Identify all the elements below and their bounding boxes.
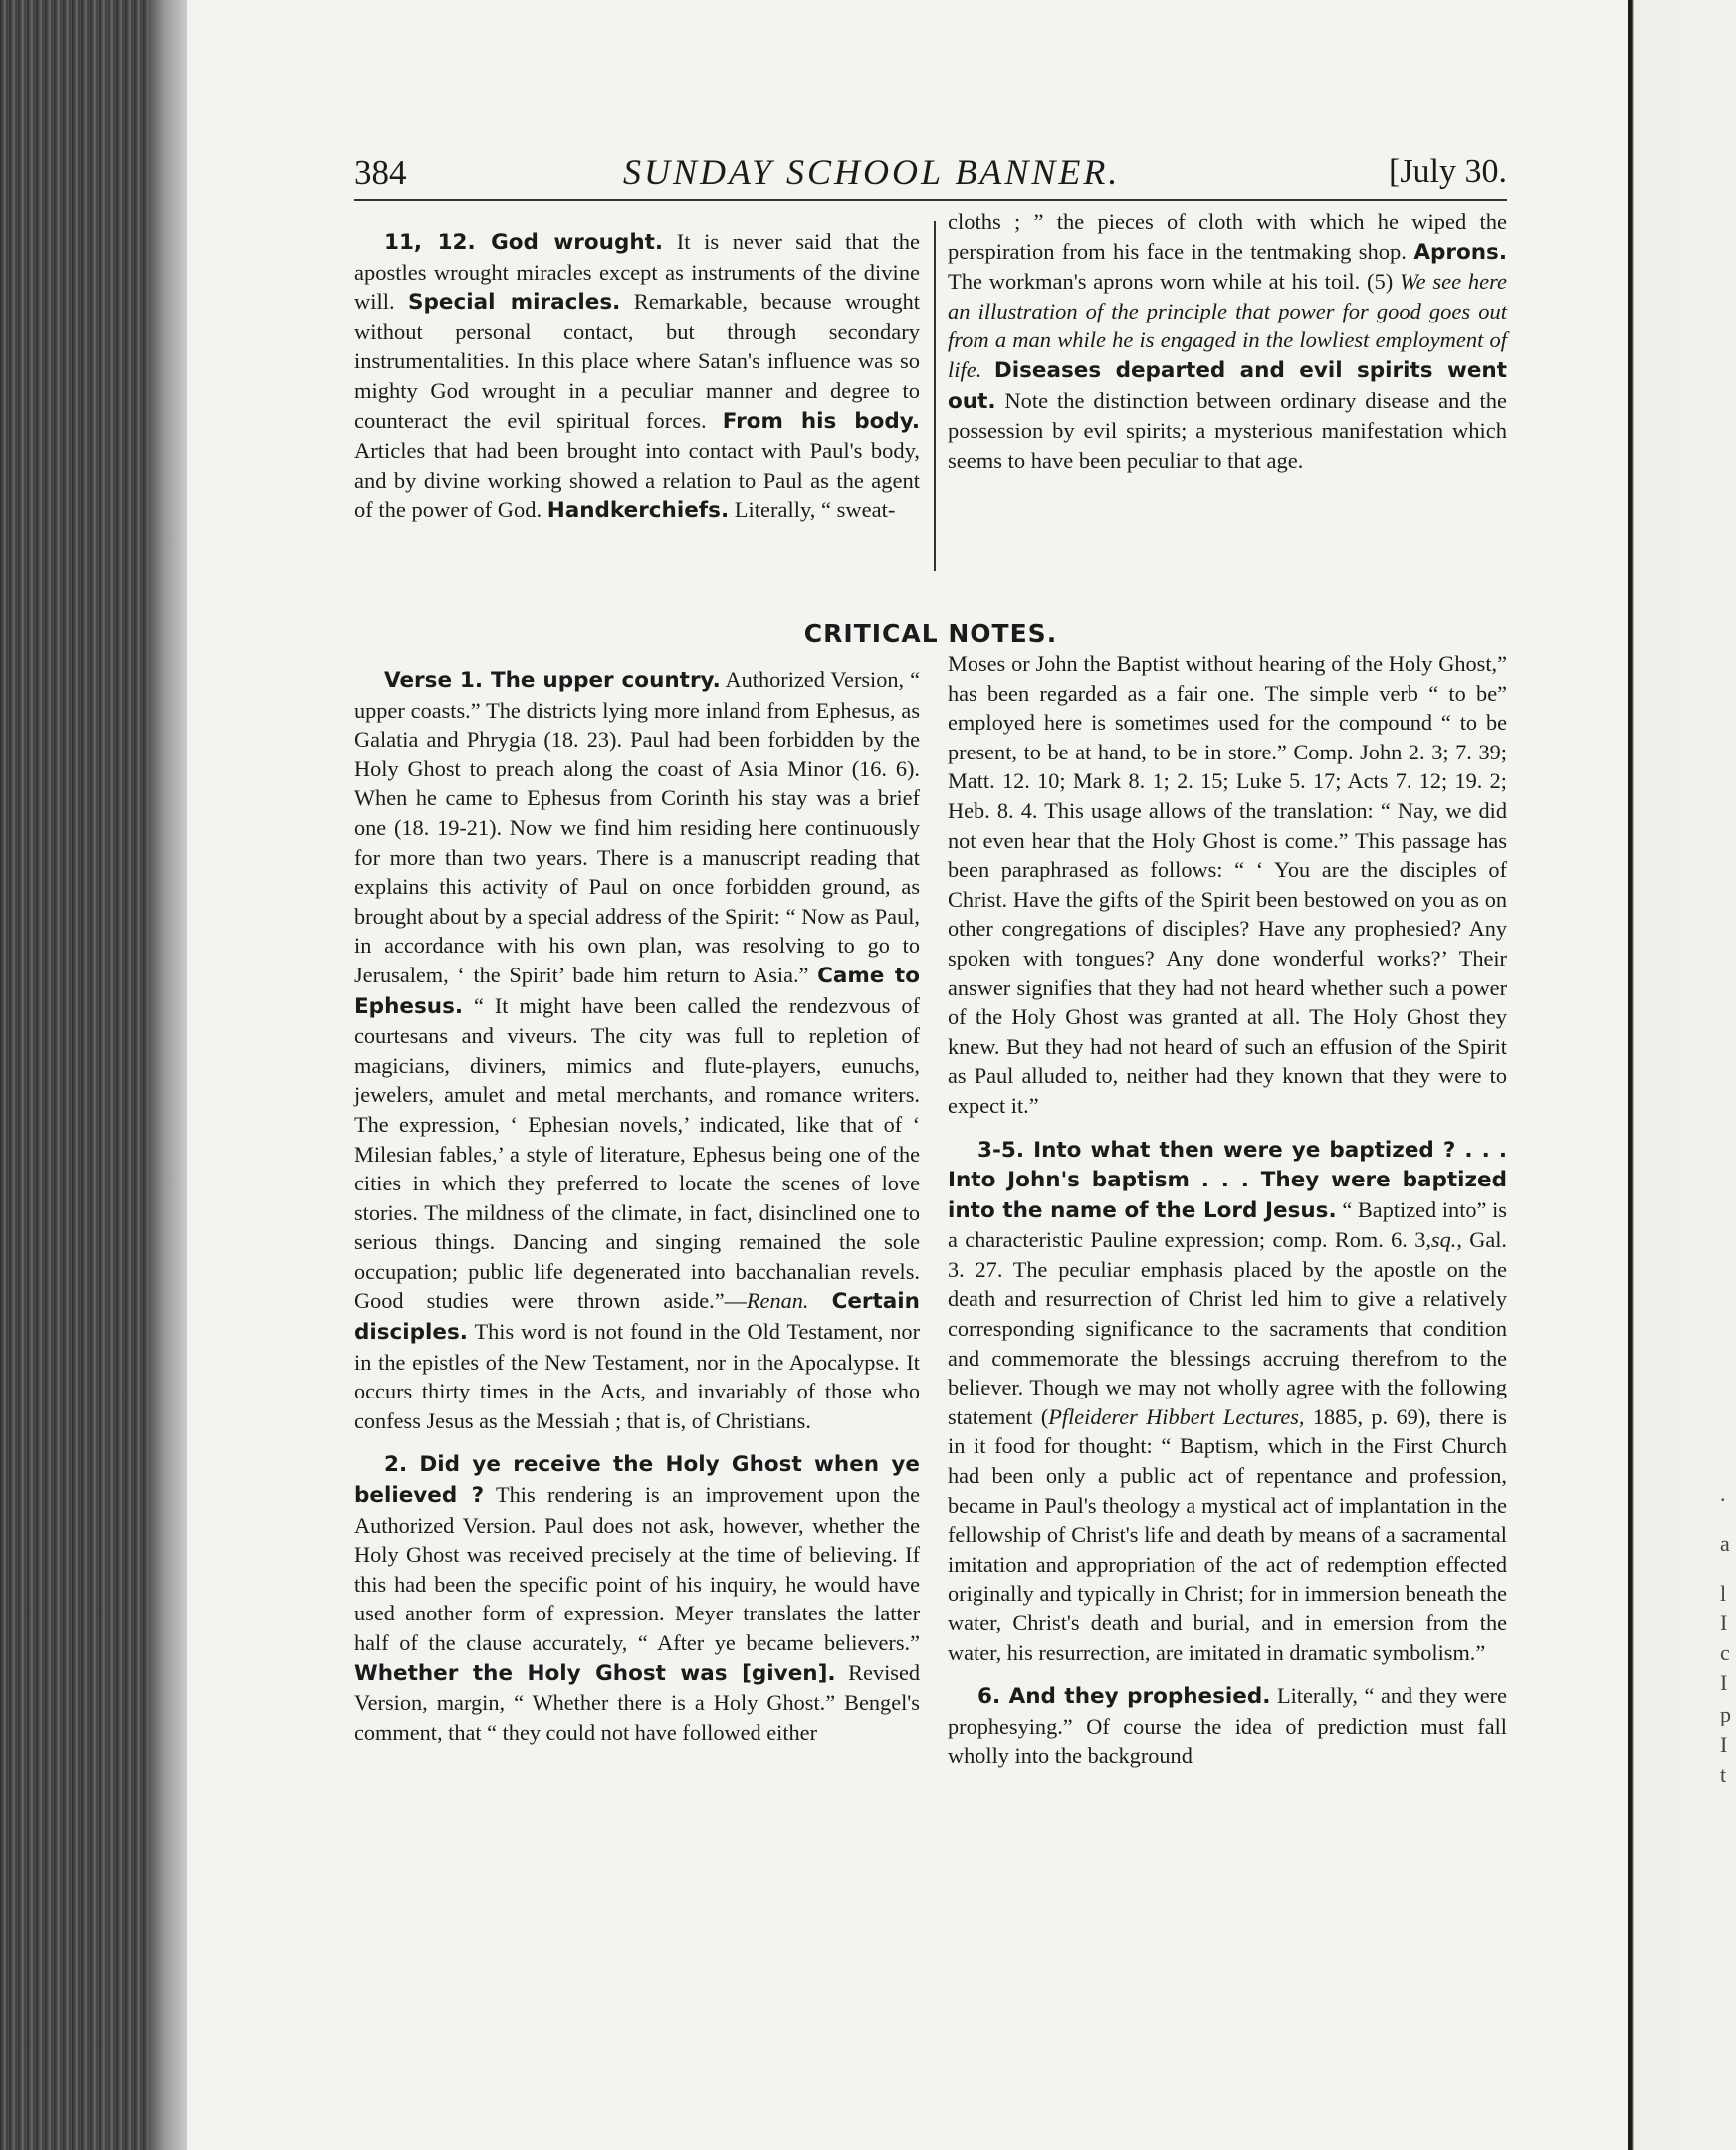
page-number: 384 — [354, 153, 407, 192]
citation: Pfleiderer Hibbert Lectures, — [1048, 1403, 1305, 1429]
note-heading: Certain disciples. — [354, 1289, 920, 1346]
column-rule — [934, 221, 936, 571]
note-heading: 3-5. Into what then were ye baptized ? . . . Into John's baptism . . . They were baptized into the name of the Lord Jesus. — [948, 1137, 1507, 1223]
note-heading: Handkerchiefs. — [546, 498, 730, 524]
note-paragraph: 6. And they prophesied. Literally, “ and they were prophesying.” Of course the idea of prediction must fall wholly into the background — [948, 1683, 1507, 1769]
note-heading: From his body. — [722, 408, 921, 434]
page-stack-edge — [149, 0, 189, 2150]
facing-page-edge: . a l I c I p I t — [1628, 0, 1736, 2150]
note-paragraph: Verse 1. The upper country. Authorized Version, “ upper coasts.” The districts lying more inland from Ephesus, as Galatia and Phrygia (18. 23). Paul had been forbidden by the Holy Ghost to preach along the coast of Asia Minor (16. 6). When he came to Ephesus from Corinth his stay was a brief one (18. 19-21). Now we find him residing here continuously for more than two years. There is a manuscript reading that explains this activity of Paul on once forbidden ground, as brought about by a special address of the Spirit: “ Now as Paul, in accordance with his own plan, was resolving to go to Jerusalem, ‘ the Spirit’ bade him return to Asia.” Came to Ephesus. “ It might have been called the rendezvous of courtesans and viveurs. The city was full to repletion of magicians, diviners, mimics and flute-players, eunuchs, jewelers, amulet and metal merchants, and romance writers. The expression, ‘ Ephesian novels,’ indicated, like that of ‘ Milesian fables,’ a style of literature, Ephesus being one of the cities in which they preferred to locate the scenes of love stories. The mildness of the climate, in fact, disinclined one to serious things. Dancing and singing remained the sole occupation; public life degenerated into bacchanalian revels. Good studies were thrown aside.”—Renan. Certain disciples. This word is not found in the Old Testament, nor in the epistles of the New Testament, nor in the Apocalypse. It occurs thirty times in the Acts, and invariably of those who confess Jesus as the Messiah ; that is, of Christians. — [354, 667, 921, 1433]
note-paragraph: cloths ; ” the pieces of cloth with which he wiped the perspiration from his face in the tentmaking shop. Aprons. The workman's aprons worn while at his toil. (5) We see here an illustration of the principle that power for good goes out from a man while he is engaged in the lowliest employment of life. Diseases departed and evil spirits went out. Note the distinction between ordinary disease and the possession by evil spirits; a mysterious manifestation which seems to have been peculiar to that age. — [948, 209, 1508, 473]
note-paragraph: Moses or John the Baptist without hearing of the Holy Ghost,” has been regarded as a fair one. The simple verb “ to be” employed here is sometimes used for the compound “ to be present, to be at hand, to be in store.” Comp. John 2. 3; 7. 39; Matt. 12. 10; Mark 8. 1; 2. 15; Luke 5. 17; Acts 7. 12; 19. 2; Heb. 8. 4. This usage allows of the translation: “ Nay, we did not even hear that the Holy Ghost is come.” This passage has been paraphrased as follows: “ ‘ You are the disciples of Christ. Have the gifts of the Spirit been bestowed on you as on other congregations of disciples? Have any prophesied? Any spoken with tongues? Any done wonderful works?’ Their answer signifies that they had not heard whether such a power of the Holy Ghost was granted at all. The Holy Ghost they knew. But they had not heard of such an effusion of the Spirit as Paul alluded to, neither had they known that they were to expect it.” — [948, 651, 1507, 1118]
note-paragraph: 3-5. Into what then were ye baptized ? . . . Into John's baptism . . . They were baptized into the name of the Lord Jesus. “ Baptized into” is a characteristic Pauline expression; comp. Rom. 6. 3,sq., Gal. 3. 27. The peculiar emphasis placed by the apostle on the death and resurrection of Christ led him to give a relatively corresponding significance to the sacraments that condition and commemorate the blessings accruing therefrom to the believer. Though we may not wholly agree with the following statement (Pfleiderer Hibbert Lectures, 1885, p. 69), there is in it food for thought: “ Baptism, which in the First Church had been only a public act of repentance and profession, became in Paul's theology a mystical act of implantation in the fellowship of Christ's life and death by means of a sacramental imitation and appropriation of the act of redemption effected originally and typically in Christ; for in immersion beneath the water, Christ's death and burial, and in emersion from the water, his resurrection, are imitated in dramatic symbolism.” — [948, 1137, 1507, 1665]
critical-notes-left-column — [354, 665, 920, 1747]
note-heading: 2. Did ye receive the Holy Ghost when ye believed ? — [354, 1452, 920, 1509]
publication-title: SUNDAY SCHOOL BANNER. — [623, 152, 1121, 192]
top-left-column — [354, 227, 920, 526]
note-paragraph: 11, 12. God wrought. It is never said that the apostles wrought miracles except as instruments of the divine will. Special miracles. Remarkable, because wrought without personal contact, but through secondary instrumentalities. In this place where Satan's influence was so mighty God wrought in a peculiar manner and degree to counteract the evil spiritual forces. From his body. Articles that had been brought into contact with Paul's body, and by divine working showed a relation to Paul as the agent of the power of God. Handkerchiefs. Literally, “ sweat- — [354, 229, 921, 524]
note-heading: Special miracles. — [408, 290, 621, 316]
note-paragraph: 2. Did ye receive the Holy Ghost when ye believed ? This rendering is an improvement upon the Authorized Version. Paul does not ask, however, whether the Holy Ghost was received precisely at the time of believing. If this had been the specific point of his inquiry, he would have used another form of expression. Meyer translates the latter half of the clause accurately, “ After ye became believers.” Whether the Holy Ghost was [given]. Revised Version, margin, “ Whether there is a Holy Ghost.” Bengel's comment, that “ they could not have followed either — [354, 1452, 921, 1745]
running-header — [354, 139, 1507, 201]
italic-remark: We see here an illustration of the principle that power for good goes out from a man while he is engaged in the lowliest employment of life. — [948, 269, 1508, 382]
note-heading: Verse 1. The upper country. — [384, 668, 721, 693]
column-rule — [934, 665, 936, 2070]
top-right-column — [948, 207, 1507, 475]
critical-notes-right-column — [948, 649, 1507, 1771]
note-heading: 6. And they prophesied. — [977, 1684, 1271, 1710]
citation: Renan. — [746, 1288, 809, 1314]
issue-date: [July 30. — [1389, 153, 1507, 190]
note-heading: Came to Ephesus. — [354, 963, 920, 1019]
note-heading: 11, 12. God wrought. — [384, 230, 664, 255]
note-heading: Aprons. — [1413, 239, 1508, 265]
note-heading: Whether the Holy Ghost was [given]. — [354, 1660, 836, 1686]
note-heading: Diseases departed and evil spirits went out. — [948, 357, 1507, 414]
section-title: CRITICAL NOTES. — [803, 619, 1058, 648]
